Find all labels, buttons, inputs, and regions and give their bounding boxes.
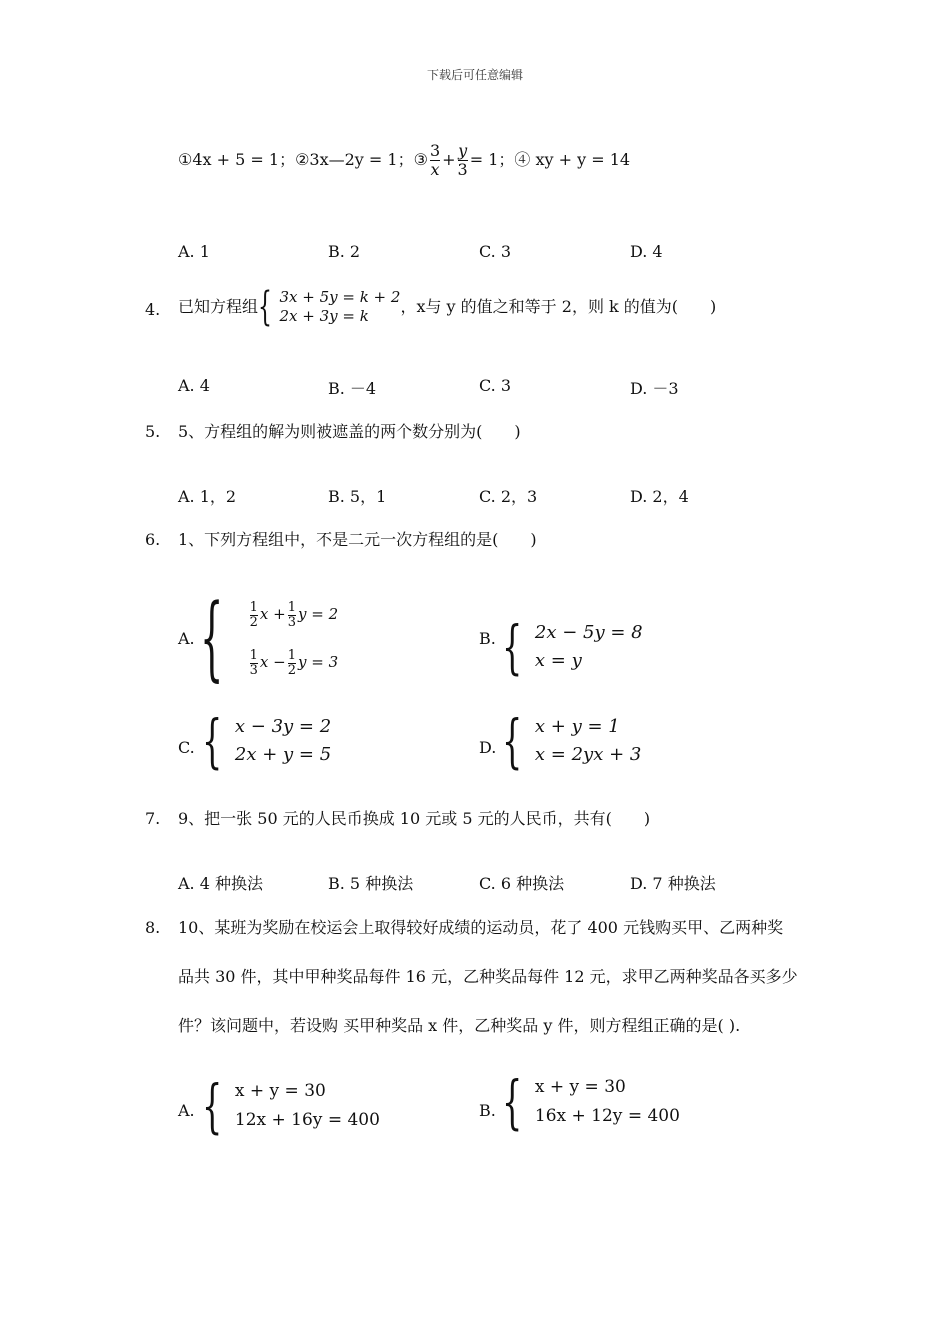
q4-option-b: B. －4 [328, 379, 377, 398]
q4-text [178, 284, 717, 330]
q5-number: 5. [145, 422, 161, 441]
q6-option-d-label: D. [479, 738, 497, 757]
q3-fraction-1: $\frac{3}{x}$ [429, 141, 441, 179]
q7-text: 9、把一张 50 元的人民币换成 10 元或 5 元的人民币，共有( ) [178, 809, 651, 828]
q8-line-3: 件？该问题中，若设购 买甲种奖品 x 件，乙种奖品 y 件，则方程组正确的是( ). [178, 1016, 741, 1035]
q7-option-a: A. 4 种换法 [178, 874, 263, 893]
q4-system: { 3x + 5y = k + 2 2x + 3y = k [258, 284, 401, 330]
q3-plus: + [442, 150, 456, 169]
q3-item4: ；④ xy + y = 14 [498, 150, 631, 169]
q6-option-b-system: { 2x − 5y = 8 x = y [502, 613, 643, 681]
q6-option-a-system: { $\frac{1}{2}$ x + $\frac{1}{3}$ y = 2 $\frac{1}{3}$ x − $\frac{1}{2}$ y = 3 [200, 584, 339, 691]
q7-option-b: B. 5 种换法 [328, 874, 414, 893]
q6-number: 6. [145, 530, 161, 549]
q8-option-b-label: B. [479, 1101, 496, 1120]
q3-option-a: A. 1 [178, 242, 210, 261]
q6-option-b-label: B. [479, 629, 496, 648]
q3-option-c: C. 3 [479, 242, 512, 261]
q4-number: 4. [145, 300, 161, 319]
q4-option-c: C. 3 [479, 376, 512, 395]
q8-option-b-system: { x + y = 30 16x + 12y = 400 [502, 1068, 680, 1136]
q4-pre: 已知方程组 [178, 297, 259, 316]
q8-number: 8. [145, 918, 161, 937]
q7-number: 7. [145, 809, 161, 828]
q3-eq1: = 1 [469, 150, 499, 169]
q4-option-d: D. －3 [630, 379, 679, 398]
q6-text: 1、下列方程组中，不是二元一次方程组的是( ) [178, 530, 537, 549]
q3-equations [178, 142, 630, 179]
q3-fraction-2: $\frac{y}{3}$ [457, 141, 468, 179]
q4-option-a: A. 4 [178, 376, 210, 395]
q6-option-a-label: A. [178, 629, 195, 648]
q6-option-d-system: { x + y = 1 x = 2yx + 3 [502, 707, 642, 775]
q6-option-c-label: C. [178, 738, 195, 757]
q5-option-a: A. 1，2 [178, 487, 237, 506]
q8-option-a-system: { x + y = 30 12x + 16y = 400 [202, 1072, 380, 1140]
q3-option-d: D. 4 [630, 242, 663, 261]
q6-option-c-system: { x − 3y = 2 2x + y = 5 [202, 707, 332, 775]
q3-item1: ①4x + 5 = 1； [178, 150, 296, 169]
q3-option-b: B. 2 [328, 242, 361, 261]
q5-text: 5、方程组的解为则被遮盖的两个数分别为( ) [178, 422, 521, 441]
q5-option-b: B. 5，1 [328, 487, 387, 506]
q7-option-d: D. 7 种换法 [630, 874, 716, 893]
q8-line-1: 10、某班为奖励在校运会上取得较好成绩的运动员，花了 400 元钱购买甲、乙两种奖 [178, 918, 784, 937]
q5-option-c: C. 2，3 [479, 487, 538, 506]
q4-post: ，x与 y 的值之和等于 2，则 k 的值为( ) [400, 297, 717, 316]
q3-item2: ②3x—2y = 1；③ [295, 150, 428, 169]
page-header: 下载后可任意编辑 [426, 68, 523, 82]
q7-option-c: C. 6 种换法 [479, 874, 565, 893]
q8-option-a-label: A. [178, 1101, 195, 1120]
q8-line-2: 品共 30 件，其中甲种奖品每件 16 元，乙种奖品每件 12 元，求甲乙两种奖品各买多少 [178, 967, 798, 986]
q5-option-d: D. 2，4 [630, 487, 689, 506]
